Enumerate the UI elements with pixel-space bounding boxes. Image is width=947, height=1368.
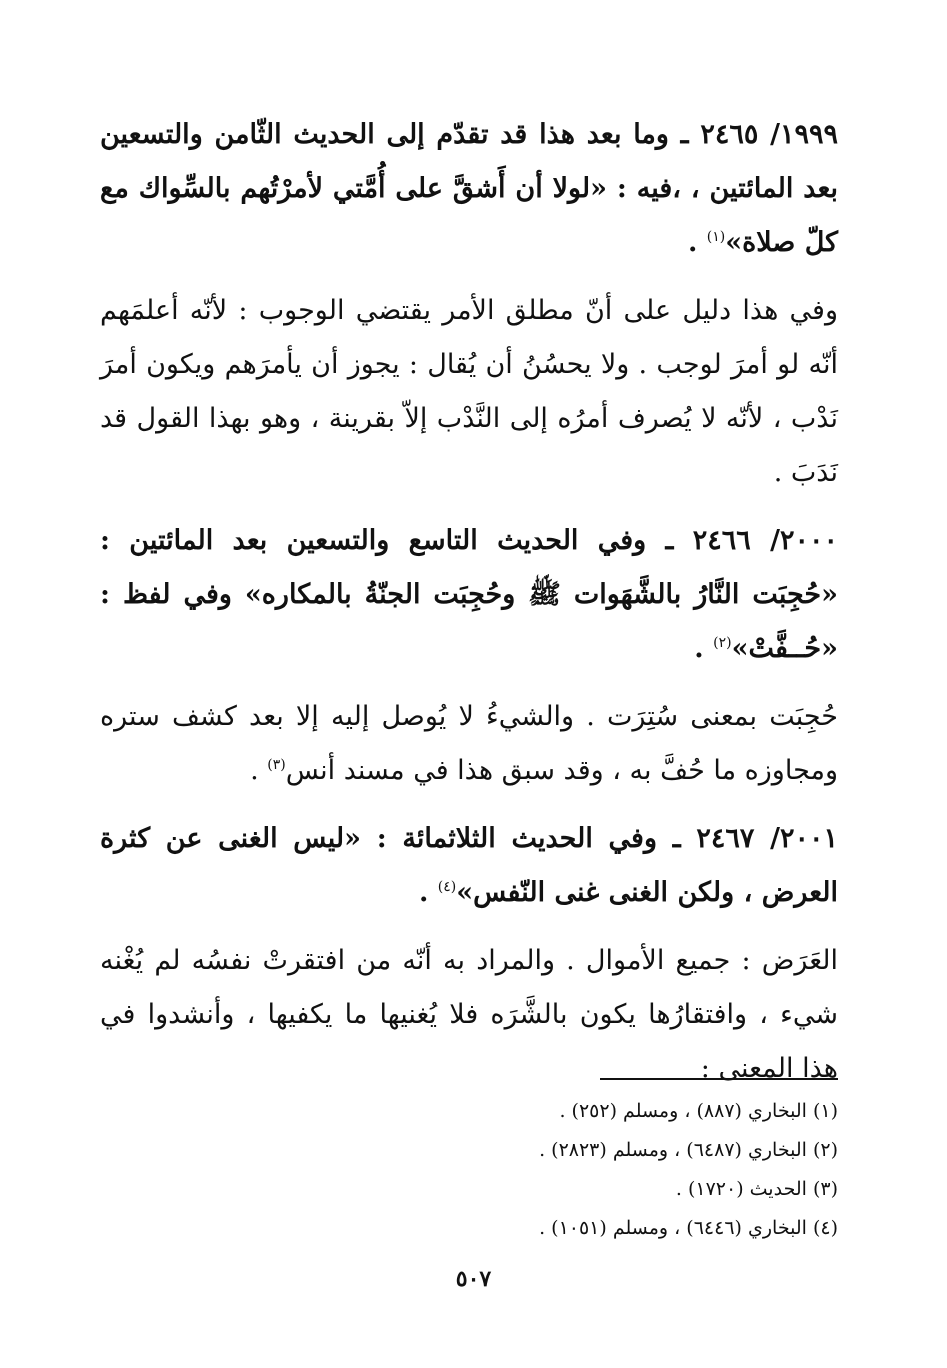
hadith-tail: . [694, 633, 714, 664]
hadith-2000 [100, 514, 838, 676]
hadith-number: ٢٠٠١/ ٢٤٦٧ [696, 823, 838, 854]
footnote-4: (٤) البخاري (٦٤٤٦) ، ومسلم (١٠٥١) . [539, 1217, 838, 1239]
footnote-ref: (٤) [437, 879, 457, 895]
hadith-intro-2: وفي لفظ : [100, 579, 245, 610]
hadith-quote: «حُجِبَت النَّارُ بالشَّهَوات ﷺ وحُجِبَت الجنّةُ بالمكاره» [244, 579, 838, 610]
page-body [100, 108, 838, 1110]
commentary-2001 [100, 934, 838, 1096]
footnote-ref: (١) [706, 229, 726, 245]
hadith-tail: . [687, 227, 707, 258]
footnote-ref: (٣) [267, 757, 286, 773]
hadith-intro: ـ وفي الحديث الثلاثمائة : [360, 823, 697, 854]
commentary-1999 [100, 284, 838, 500]
footnote-2: (٢) البخاري (٦٤٨٧) ، ومسلم (٢٨٢٣) . [539, 1139, 838, 1161]
commentary-tail: . [250, 755, 268, 786]
hadith-number: ٢٠٠٠/ ٢٤٦٦ [692, 525, 839, 556]
footnote-ref: (٢) [713, 635, 732, 651]
commentary-text: وفي هذا دليل على أنّ مطلق الأمر يقتضي الوجوب : لأنّه أعلمَهم أنّه لو أمرَ لوجب . ولا يحسُنُ أن يُقال : يجوز أن يأمرَهم ويكون أمرَ نَدْب ، لأنّه لا يُصرف أمرُه إلى النَّدْب إلاّ بقرينة ، وهو بهذا القول قد نَدَبَ . [100, 295, 838, 488]
page-number: ٥٠٧ [455, 1266, 492, 1292]
hadith-quote: «ليس الغنى عن كثرة العرض ، ولكن الغنى غنى النّفس» [100, 823, 838, 908]
hadith-2001 [100, 812, 838, 920]
hadith-tail: . [418, 877, 438, 908]
footnote-1: (١) البخاري (٨٨٧) ، ومسلم (٢٥٢) . [559, 1100, 838, 1122]
footnotes [100, 1092, 838, 1248]
hadith-1999 [100, 108, 838, 270]
hadith-quote: «لولا أن أَشقَّ على أُمَّتي لأمرْتُهم بالسِّواك مع كلّ صلاة» [100, 173, 838, 258]
footnote-separator [600, 1078, 838, 1080]
hadith-quote-2: «حُــفَّتْ» [731, 633, 838, 664]
commentary-text: العَرَض : جميع الأموال . والمراد به أنّه من افتقرتْ نفسُه لم يُغْنه شيء ، وافتقارُها يكون بالشَّرَه فلا يُغنيها ما يكفيها ، وأنشدوا في هذا المعنى : [100, 945, 838, 1084]
hadith-intro: ـ وفي الحديث التاسع والتسعين بعد المائتين : [100, 525, 693, 556]
hadith-number: ١٩٩٩/ ٢٤٦٥ [700, 119, 838, 150]
commentary-text: حُجِبَت بمعنى سُتِرَت . والشيءُ لا يُوصل إليه إلا بعد كشف ستره ومجاوزه ما حُفَّ به ، وقد سبق هذا في مسند أنس [100, 701, 838, 786]
footnote-3: (٣) الحديث (١٧٢٠) . [675, 1178, 838, 1200]
hadith-intro: ـ وما بعد هذا قد تقدّم إلى الحديث الثّامن والتسعين بعد المائتين ، ،فيه : [100, 119, 838, 204]
commentary-2000 [100, 690, 838, 798]
